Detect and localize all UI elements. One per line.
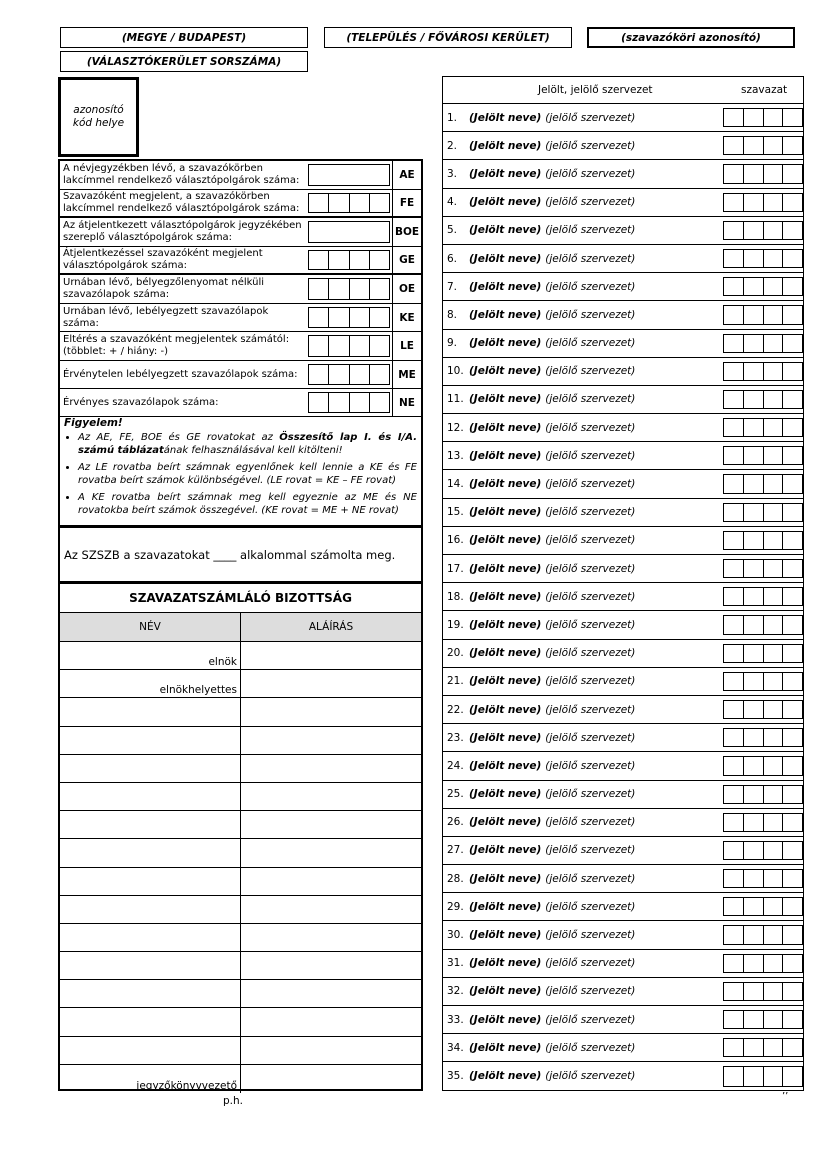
candidate-row <box>443 809 803 837</box>
committee-row <box>60 642 421 670</box>
candidate-name: (Jelölt neve) <box>469 478 542 491</box>
candidate-row <box>443 386 803 414</box>
candidate-row <box>443 611 803 639</box>
count-input-boxes[interactable] <box>308 364 390 385</box>
committee-row <box>60 980 421 1008</box>
candidate-name: (Jelölt neve) <box>469 1013 542 1026</box>
committee-signature-cell[interactable] <box>241 811 421 838</box>
notes-title: Figyelem! <box>64 417 123 429</box>
station-id-field[interactable] <box>587 27 795 48</box>
candidate-name: (Jelölt neve) <box>469 308 542 321</box>
candidate-name: (Jelölt neve) <box>469 788 542 801</box>
vote-input-boxes[interactable] <box>723 277 803 296</box>
vote-count-table <box>58 159 423 415</box>
candidate-org: (jelölő szervezet) <box>545 478 636 491</box>
count-row-code: ME <box>392 361 421 388</box>
candidate-org: (jelölő szervezet) <box>545 449 636 462</box>
committee-signature-cell[interactable] <box>241 924 421 951</box>
candidate-row <box>443 781 803 809</box>
candidate-number: 11. <box>447 393 464 406</box>
candidate-number: 6. <box>447 252 458 265</box>
candidate-row <box>443 160 803 188</box>
candidate-row <box>443 752 803 780</box>
candidate-name: (Jelölt neve) <box>469 167 542 180</box>
note-3: • A KE rovatba beírt számnak meg kell egyeznie az ME és NE rovatokba beírt számok összegével. (KE rovat = ME + NE rovat) <box>78 492 417 517</box>
candidate-name: (Jelölt neve) <box>469 365 542 378</box>
candidate-number: 17. <box>447 562 464 575</box>
candidate-name: (Jelölt neve) <box>469 844 542 857</box>
candidate-number: 4. <box>447 196 458 209</box>
count-row-label: Eltérés a szavazóként megjelentek számától: (többlet: + / hiány: -) <box>63 334 290 357</box>
committee-signature-cell[interactable] <box>241 698 421 725</box>
vote-input-boxes[interactable] <box>723 362 803 381</box>
id-code-line2: kód helye <box>72 117 125 129</box>
candidate-number: 20. <box>447 647 464 660</box>
committee-name-cell[interactable] <box>60 924 241 951</box>
candidate-org: (jelölő szervezet) <box>545 675 636 688</box>
id-code-box <box>58 77 139 157</box>
vote-input-boxes[interactable] <box>723 164 803 183</box>
candidate-org: (jelölő szervezet) <box>545 196 636 209</box>
vote-input-boxes[interactable] <box>723 1038 803 1057</box>
candidate-number: 13. <box>447 449 464 462</box>
count-row-label: A névjegyzékben lévő, a szavazókörben lakcímmel rendelkező választópolgárok száma: <box>63 163 300 186</box>
candidate-number: 16. <box>447 534 464 547</box>
station-id-label: (szavazóköri azonosító) <box>621 31 761 44</box>
district-number-label: (VÁLASZTÓKERÜLET SORSZÁMA) <box>86 55 282 68</box>
candidate-number: 23. <box>447 731 464 744</box>
committee-name-cell[interactable] <box>60 952 241 979</box>
candidate-row <box>443 245 803 273</box>
candidate-number: 26. <box>447 816 464 829</box>
candidate-number: 25. <box>447 788 464 801</box>
candidate-number: 2. <box>447 139 458 152</box>
votes-header-label: szavazat <box>741 84 788 96</box>
count-row-code: GE <box>392 247 421 273</box>
count-row-label: Érvénytelen lebélyegzett szavazólapok száma: <box>63 368 298 380</box>
candidate-row <box>443 865 803 893</box>
vote-input-boxes[interactable] <box>723 897 803 916</box>
candidate-row <box>443 104 803 132</box>
candidate-number: 12. <box>447 421 464 434</box>
notes-section <box>58 415 423 527</box>
candidate-number: 34. <box>447 1041 464 1054</box>
vote-input-boxes[interactable] <box>723 728 803 747</box>
candidate-org: (jelölő szervezet) <box>545 957 636 970</box>
candidate-number: 22. <box>447 703 464 716</box>
county-label: (MEGYE / BUDAPEST) <box>121 31 247 44</box>
vote-input-boxes[interactable] <box>723 954 803 973</box>
candidate-row <box>443 724 803 752</box>
committee-signature-cell[interactable] <box>241 755 421 782</box>
vote-input-boxes[interactable] <box>723 418 803 437</box>
committee-row <box>60 896 421 924</box>
committee-table <box>58 583 423 1091</box>
candidate-org: (jelölő szervezet) <box>545 1070 636 1083</box>
vote-input-boxes[interactable] <box>723 136 803 155</box>
candidate-name: (Jelölt neve) <box>469 647 542 660</box>
candidate-name: (Jelölt neve) <box>469 393 542 406</box>
candidate-number: 10. <box>447 365 464 378</box>
candidate-org: (jelölő szervezet) <box>545 1041 636 1054</box>
vote-input-boxes[interactable] <box>723 474 803 493</box>
settlement-field[interactable] <box>324 27 572 48</box>
vote-input-boxes[interactable] <box>723 644 803 663</box>
count-statement[interactable] <box>58 527 423 583</box>
candidate-number: 28. <box>447 872 464 885</box>
candidate-name: (Jelölt neve) <box>469 196 542 209</box>
count-row-ke <box>60 304 421 332</box>
committee-row <box>60 1065 421 1093</box>
committee-name-cell[interactable] <box>60 755 241 782</box>
count-input-boxes[interactable] <box>308 392 390 413</box>
committee-name-cell[interactable] <box>60 698 241 725</box>
candidate-number: 31. <box>447 957 464 970</box>
candidate-number: 30. <box>447 929 464 942</box>
candidate-name: (Jelölt neve) <box>469 590 542 603</box>
committee-signature-cell[interactable] <box>241 1008 421 1035</box>
count-row-le <box>60 332 421 361</box>
vote-input-boxes[interactable] <box>723 982 803 1001</box>
candidate-number: 19. <box>447 618 464 631</box>
committee-signature-cell[interactable] <box>241 783 421 810</box>
count-row-label: Urnában lévő, bélyegzőlenyomat nélküli szavazólapok száma: <box>63 277 265 300</box>
committee-signature-cell[interactable] <box>241 1037 421 1064</box>
committee-name-cell[interactable] <box>60 811 241 838</box>
id-code-line1: azonosító <box>73 104 124 116</box>
candidate-org: (jelölő szervezet) <box>545 280 636 293</box>
candidate-number: 21. <box>447 675 464 688</box>
count-row-ae <box>60 161 421 190</box>
page-mark: ’’ <box>782 1091 789 1102</box>
count-row-label: Érvényes szavazólapok száma: <box>63 396 219 408</box>
candidate-number: 35. <box>447 1070 464 1083</box>
candidate-org: (jelölő szervezet) <box>545 337 636 350</box>
candidate-org: (jelölő szervezet) <box>545 562 636 575</box>
committee-signature-cell[interactable] <box>241 1065 421 1093</box>
candidate-header-label: Jelölt, jelölő szervezet <box>538 84 653 96</box>
county-field[interactable] <box>60 27 308 48</box>
candidate-org: (jelölő szervezet) <box>545 393 636 406</box>
candidate-number: 29. <box>447 900 464 913</box>
candidate-number: 27. <box>447 844 464 857</box>
candidate-row <box>443 358 803 386</box>
candidate-name: (Jelölt neve) <box>469 929 542 942</box>
stamp-place-label: p.h. <box>223 1095 243 1107</box>
vote-input-boxes[interactable] <box>723 390 803 409</box>
candidate-number: 1. <box>447 111 458 124</box>
count-row-code: NE <box>392 389 421 416</box>
candidate-org: (jelölő szervezet) <box>545 985 636 998</box>
candidate-name: (Jelölt neve) <box>469 224 542 237</box>
committee-row <box>60 783 421 811</box>
committee-name-cell[interactable] <box>60 980 241 1007</box>
candidate-number: 5. <box>447 224 458 237</box>
committee-row <box>60 811 421 839</box>
candidate-row <box>443 499 803 527</box>
vote-input-boxes[interactable] <box>723 531 803 550</box>
vote-input-boxes[interactable] <box>723 108 803 127</box>
candidate-row <box>443 950 803 978</box>
candidate-org: (jelölő szervezet) <box>545 816 636 829</box>
count-row-code: AE <box>392 161 421 189</box>
vote-input-boxes[interactable] <box>723 334 803 353</box>
committee-name-cell[interactable] <box>60 1037 241 1064</box>
committee-name-cell[interactable] <box>60 868 241 895</box>
vote-input-boxes[interactable] <box>723 615 803 634</box>
candidate-org: (jelölő szervezet) <box>545 731 636 744</box>
candidate-row <box>443 978 803 1006</box>
candidate-row <box>443 301 803 329</box>
vote-input-boxes[interactable] <box>723 446 803 465</box>
committee-signature-cell[interactable] <box>241 952 421 979</box>
committee-row <box>60 1008 421 1036</box>
vote-input-boxes[interactable] <box>723 1010 803 1029</box>
count-row-fe <box>60 190 421 218</box>
vote-input-boxes[interactable] <box>723 1066 803 1086</box>
candidate-org: (jelölő szervezet) <box>545 111 636 124</box>
candidate-name: (Jelölt neve) <box>469 900 542 913</box>
count-input-boxes[interactable] <box>308 193 390 213</box>
count-row-code: FE <box>392 190 421 216</box>
committee-name-cell[interactable]: elnök <box>60 642 241 669</box>
count-input-boxes[interactable] <box>308 164 390 186</box>
vote-input-boxes[interactable] <box>723 503 803 522</box>
note-2: • Az LE rovatba beírt számnak egyenlőnek kell lennie a KE és FE rovatba beírt számok különbségével. (LE rovat = KE – FE rovat) <box>78 462 417 487</box>
committee-name-cell[interactable]: elnökhelyettes <box>60 670 241 697</box>
committee-name-cell[interactable] <box>60 896 241 923</box>
candidate-org: (jelölő szervezet) <box>545 365 636 378</box>
candidate-row <box>443 1034 803 1062</box>
candidate-number: 24. <box>447 759 464 772</box>
candidate-row <box>443 583 803 611</box>
candidate-org: (jelölő szervezet) <box>545 929 636 942</box>
candidate-table-header <box>443 77 803 104</box>
candidate-row <box>443 696 803 724</box>
candidate-number: 9. <box>447 337 458 350</box>
committee-row <box>60 755 421 783</box>
candidate-row <box>443 273 803 301</box>
committee-name-cell[interactable]: jegyzőkönyvvezető <box>60 1065 241 1093</box>
count-row-me <box>60 361 421 389</box>
candidate-name: (Jelölt neve) <box>469 139 542 152</box>
candidate-org: (jelölő szervezet) <box>545 759 636 772</box>
committee-row <box>60 952 421 980</box>
candidate-name: (Jelölt neve) <box>469 449 542 462</box>
count-row-ge <box>60 247 421 275</box>
committee-row <box>60 839 421 867</box>
candidate-org: (jelölő szervezet) <box>545 872 636 885</box>
candidate-row <box>443 442 803 470</box>
committee-row <box>60 1037 421 1065</box>
candidate-number: 7. <box>447 280 458 293</box>
candidate-org: (jelölő szervezet) <box>545 618 636 631</box>
count-input-boxes[interactable] <box>308 221 390 243</box>
committee-name-cell[interactable] <box>60 727 241 754</box>
settlement-label: (TELEPÜLÉS / FŐVÁROSI KERÜLET) <box>346 31 550 44</box>
count-statement-text: Az SZSZB a szavazatokat ____ alkalommal számolta meg. <box>64 547 396 562</box>
count-input-boxes[interactable] <box>308 335 390 357</box>
col-signature-header: ALÁÍRÁS <box>308 621 354 633</box>
candidate-org: (jelölő szervezet) <box>545 590 636 603</box>
vote-input-boxes[interactable] <box>723 221 803 240</box>
committee-signature-cell[interactable] <box>241 642 421 669</box>
candidate-org: (jelölő szervezet) <box>545 1013 636 1026</box>
candidate-org: (jelölő szervezet) <box>545 308 636 321</box>
candidate-name: (Jelölt neve) <box>469 506 542 519</box>
candidate-row <box>443 527 803 555</box>
note-1: • Az AE, FE, BOE és GE rovatokat az Összesítő lap I. és I/A. számú táblázatának felhasználásával kell kitölteni! <box>78 432 417 457</box>
candidate-org: (jelölő szervezet) <box>545 703 636 716</box>
candidate-row <box>443 1006 803 1034</box>
committee-row <box>60 924 421 952</box>
candidate-name: (Jelölt neve) <box>469 985 542 998</box>
candidate-name: (Jelölt neve) <box>469 731 542 744</box>
vote-input-boxes[interactable] <box>723 249 803 268</box>
candidate-number: 8. <box>447 308 458 321</box>
candidate-row <box>443 470 803 498</box>
committee-row <box>60 868 421 896</box>
candidate-name: (Jelölt neve) <box>469 534 542 547</box>
count-row-label: Szavazóként megjelent, a szavazókörben lakcímmel rendelkező választópolgárok száma: <box>63 191 300 214</box>
committee-signature-cell[interactable] <box>241 896 421 923</box>
district-number-field[interactable] <box>60 51 308 72</box>
count-row-ne <box>60 389 421 417</box>
candidate-name: (Jelölt neve) <box>469 957 542 970</box>
candidate-org: (jelölő szervezet) <box>545 421 636 434</box>
count-input-boxes[interactable] <box>308 250 390 270</box>
candidate-row <box>443 555 803 583</box>
candidate-org: (jelölő szervezet) <box>545 647 636 660</box>
candidate-table <box>442 76 804 1091</box>
count-row-code: KE <box>392 304 421 331</box>
candidate-number: 15. <box>447 506 464 519</box>
candidate-number: 33. <box>447 1013 464 1026</box>
committee-name-cell[interactable] <box>60 783 241 810</box>
candidate-name: (Jelölt neve) <box>469 280 542 293</box>
count-row-boe <box>60 218 421 247</box>
candidate-name: (Jelölt neve) <box>469 703 542 716</box>
candidate-row <box>443 640 803 668</box>
vote-input-boxes[interactable] <box>723 925 803 944</box>
candidate-row <box>443 837 803 865</box>
count-input-boxes[interactable] <box>308 307 390 328</box>
candidate-name: (Jelölt neve) <box>469 759 542 772</box>
count-row-code: LE <box>392 332 421 360</box>
committee-name-cell[interactable] <box>60 839 241 866</box>
vote-input-boxes[interactable] <box>723 672 803 691</box>
count-input-boxes[interactable] <box>308 278 390 300</box>
committee-signature-cell[interactable] <box>241 670 421 697</box>
candidate-name: (Jelölt neve) <box>469 872 542 885</box>
candidate-name: (Jelölt neve) <box>469 252 542 265</box>
candidate-number: 18. <box>447 590 464 603</box>
candidate-row <box>443 330 803 358</box>
candidate-name: (Jelölt neve) <box>469 562 542 575</box>
committee-signature-cell[interactable] <box>241 980 421 1007</box>
committee-row <box>60 670 421 698</box>
committee-signature-cell[interactable] <box>241 727 421 754</box>
candidate-name: (Jelölt neve) <box>469 337 542 350</box>
candidate-row <box>443 414 803 442</box>
committee-signature-cell[interactable] <box>241 868 421 895</box>
candidate-name: (Jelölt neve) <box>469 675 542 688</box>
candidate-row <box>443 1062 803 1090</box>
candidate-org: (jelölő szervezet) <box>545 900 636 913</box>
candidate-name: (Jelölt neve) <box>469 618 542 631</box>
candidate-org: (jelölő szervezet) <box>545 788 636 801</box>
candidate-row <box>443 668 803 696</box>
candidate-number: 14. <box>447 478 464 491</box>
count-row-oe <box>60 275 421 304</box>
vote-input-boxes[interactable] <box>723 841 803 860</box>
committee-name-cell[interactable] <box>60 1008 241 1035</box>
candidate-number: 32. <box>447 985 464 998</box>
count-row-code: BOE <box>392 218 421 246</box>
vote-input-boxes[interactable] <box>723 756 803 775</box>
candidate-row <box>443 132 803 160</box>
count-row-label: Átjelentkezéssel szavazóként megjelent választópolgárok száma: <box>63 248 263 271</box>
committee-title: SZAVAZATSZÁMLÁLÓ BIZOTTSÁG <box>60 584 421 613</box>
candidate-row <box>443 921 803 949</box>
candidate-number: 3. <box>447 167 458 180</box>
candidate-name: (Jelölt neve) <box>469 421 542 434</box>
candidate-org: (jelölő szervezet) <box>545 534 636 547</box>
vote-input-boxes[interactable] <box>723 193 803 212</box>
vote-input-boxes[interactable] <box>723 813 803 832</box>
candidate-name: (Jelölt neve) <box>469 1070 542 1083</box>
committee-header <box>60 613 421 642</box>
candidate-row <box>443 189 803 217</box>
candidate-org: (jelölő szervezet) <box>545 506 636 519</box>
vote-input-boxes[interactable] <box>723 305 803 324</box>
candidate-org: (jelölő szervezet) <box>545 167 636 180</box>
candidate-name: (Jelölt neve) <box>469 1041 542 1054</box>
vote-input-boxes[interactable] <box>723 587 803 606</box>
candidate-org: (jelölő szervezet) <box>545 224 636 237</box>
candidate-org: (jelölő szervezet) <box>545 844 636 857</box>
col-name-header: NÉV <box>60 613 241 641</box>
candidate-row <box>443 217 803 245</box>
vote-input-boxes[interactable] <box>723 785 803 804</box>
candidate-org: (jelölő szervezet) <box>545 139 636 152</box>
candidate-row <box>443 893 803 921</box>
committee-signature-cell[interactable] <box>241 839 421 866</box>
candidate-name: (Jelölt neve) <box>469 111 542 124</box>
vote-input-boxes[interactable] <box>723 559 803 578</box>
count-row-label: Az átjelentkezett választópolgárok jegyzékében szereplő választópolgárok száma: <box>63 220 302 243</box>
candidate-org: (jelölő szervezet) <box>545 252 636 265</box>
vote-input-boxes[interactable] <box>723 869 803 888</box>
candidate-name: (Jelölt neve) <box>469 816 542 829</box>
count-row-code: OE <box>392 275 421 303</box>
committee-row <box>60 727 421 755</box>
count-row-label: Urnában lévő, lebélyegzett szavazólapok száma: <box>63 305 269 329</box>
vote-input-boxes[interactable] <box>723 700 803 719</box>
committee-row <box>60 698 421 726</box>
